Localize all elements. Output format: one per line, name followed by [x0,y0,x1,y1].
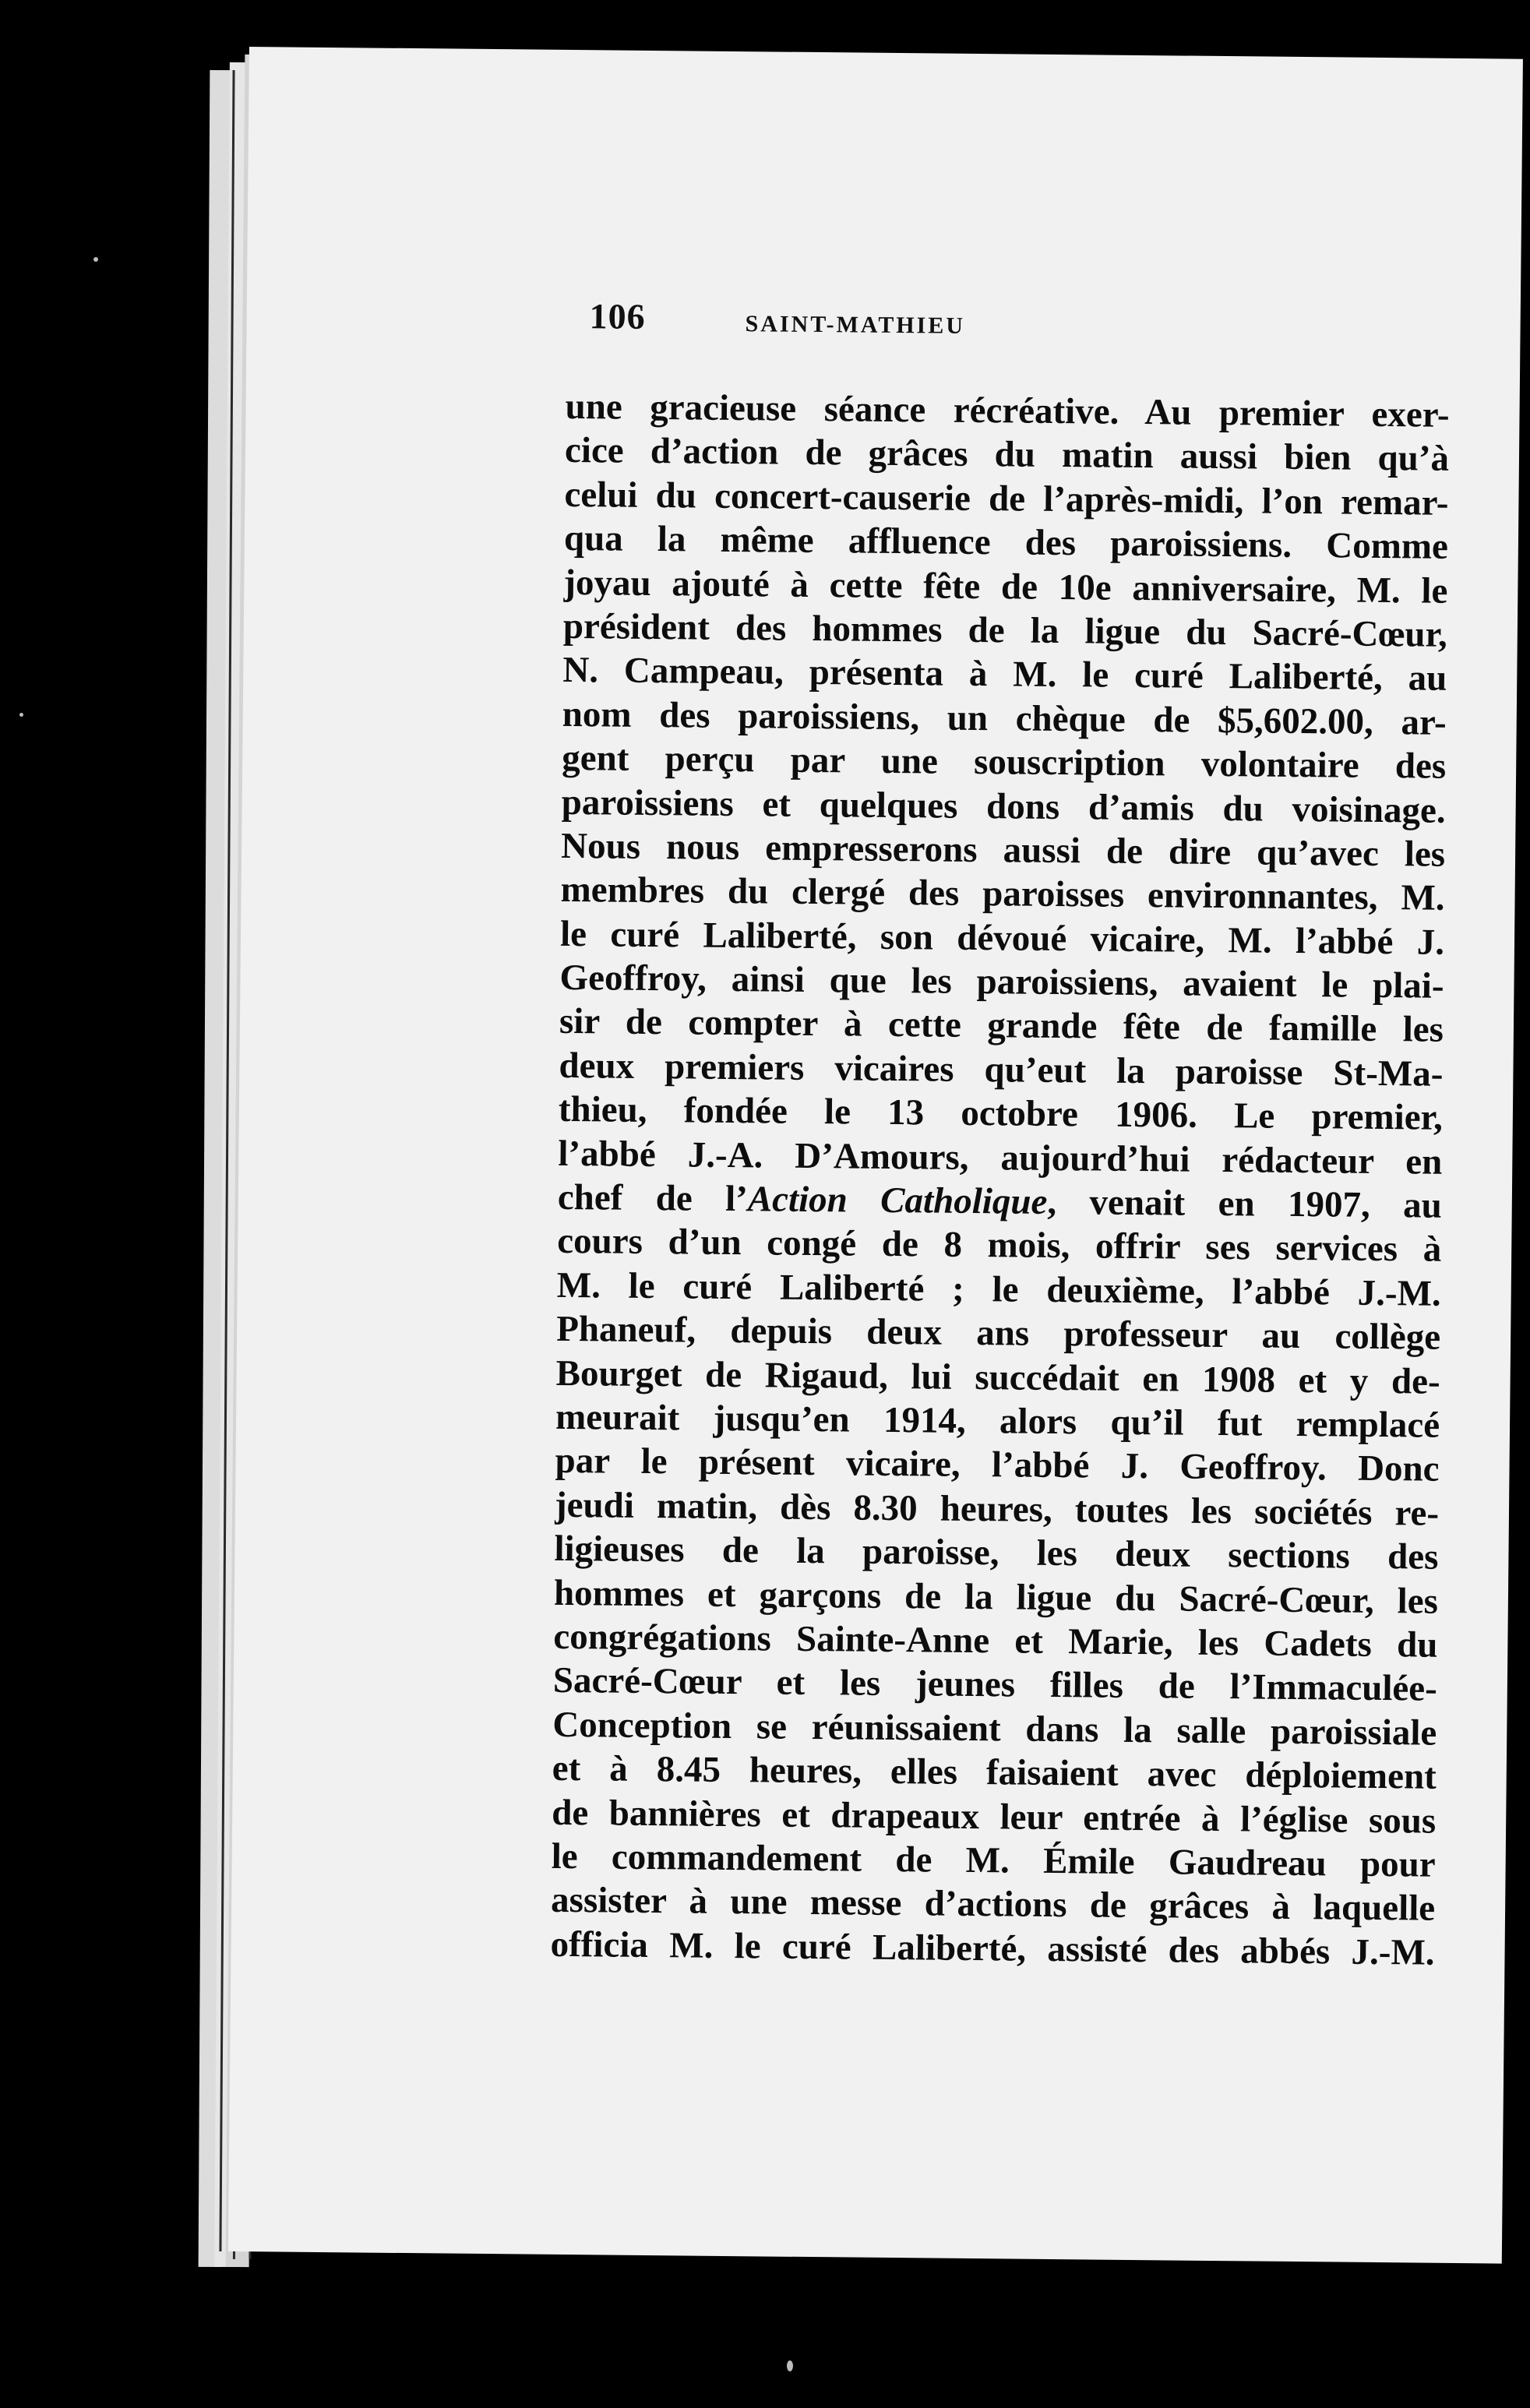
text-run: cours d’un congé de 8 mois, offrir ses services à [557,1221,1442,1271]
text-run: M. le curé Laliberté ; le deuxième, l’abbé J.-M. [556,1264,1441,1314]
body-text [550,385,1449,1975]
text-line [551,1878,1435,1930]
text-line [552,1747,1437,1799]
text-run: le curé Laliberté, son dévoué vicaire, M. l’abbé J. [559,913,1445,963]
text-run: celui du concert-causerie de l’après-midi, l’on remar- [564,474,1449,524]
text-run: meurait jusqu’en 1914, alors qu’il fut remplacé [555,1396,1440,1446]
text-line [555,1439,1439,1491]
text-run: paroissiens et quelques dons d’amis du voisinage. [561,781,1446,831]
text-line [556,1307,1440,1359]
text-run: le commandement de M. Émile Gaudreau pour [551,1835,1436,1885]
running-title: SAINT-MATHIEU [745,311,966,339]
text-run: chef de l’ [557,1176,749,1220]
text-line [550,1922,1434,1974]
text-run: , venait en 1907, au [1047,1181,1443,1226]
text-line [559,1088,1443,1140]
text-run: joyau ajouté à cette fête de 10e anniversaire, M. le [563,562,1448,612]
text-run: jeudi matin, dès 8.30 heures, toutes les sociétés re- [554,1484,1440,1534]
running-head [589,295,1205,348]
text-run: cice d’action de grâces du matin aussi bien qu’à [564,430,1450,480]
book-page [228,47,1523,2264]
text-run: assister à une messe d’actions de grâces à laquelle [550,1880,1436,1930]
text-line [554,1527,1438,1579]
text-run: par le présent vicaire, l’abbé J. Geoffroy. Donc [555,1440,1440,1490]
text-run: nom des paroissiens, un chèque de $5,602.00, ar- [562,693,1447,743]
text-run: officia M. le curé Laliberté, assisté des abbés J.-M. [550,1923,1435,1973]
scan-speck [787,2360,793,2371]
text-run: deux premiers vicaires qu’eut la paroisse St-Ma- [559,1045,1444,1095]
text-line [562,648,1447,700]
text-run: qua la même affluence des paroissiens. Comme [563,518,1449,567]
text-run: gent perçu par une souscription volontaire des [562,738,1447,787]
text-run: Conception se réunissaient dans la salle paroissiale [552,1704,1437,1754]
italic-title: Action Catholique [747,1179,1048,1222]
text-run: Bourget de Rigaud, lui succédait en 1908 et y de- [555,1352,1440,1402]
text-run: N. Campeau, présenta à M. le curé Laliberté, au [562,650,1447,700]
scan-speck [93,257,98,262]
text-line [560,868,1444,920]
text-line [557,1219,1441,1271]
text-line [564,517,1448,569]
text-run: de bannières et drapeaux leur entrée à l’église sous [552,1792,1437,1842]
text-line [562,736,1446,788]
text-run: sir de compter à cette grande fête de famille les [559,1001,1444,1051]
text-run: une gracieuse séance récréative. Au premier exer- [565,386,1450,435]
text-run: président des hommes de la ligue du Sacré-Cœur, [562,605,1448,655]
text-run: ligieuses de la paroisse, les deux sections des [554,1528,1439,1578]
text-line [553,1659,1437,1711]
page-number: 106 [589,296,646,337]
text-run: thieu, fondée le 13 octobre 1906. Le premier, [558,1089,1444,1139]
text-run: Nous nous empresserons aussi de dire qu’avec les [560,825,1446,875]
text-line [565,428,1449,481]
text-run: Geoffroy, ainsi que les paroissiens, avaient le plai- [559,957,1444,1007]
text-run: Sacré-Cœur et les jeunes filles de l’Immaculée- [552,1660,1438,1710]
text-run: membres du clergé des paroisses environnantes, M. [560,869,1445,919]
text-run: hommes et garçons de la ligue du Sacré-Cœur, les [553,1572,1439,1622]
scan-speck [19,713,23,717]
text-run: Phaneuf, depuis deux ans professeur au collège [555,1309,1441,1358]
text-run: et à 8.45 heures, elles faisaient avec déploiement [552,1747,1437,1797]
text-run: congrégations Sainte-Anne et Marie, les Cadets du [553,1616,1438,1666]
text-run: l’abbé J.-A. D’Amours, aujourd’hui rédacteur en [558,1133,1443,1183]
